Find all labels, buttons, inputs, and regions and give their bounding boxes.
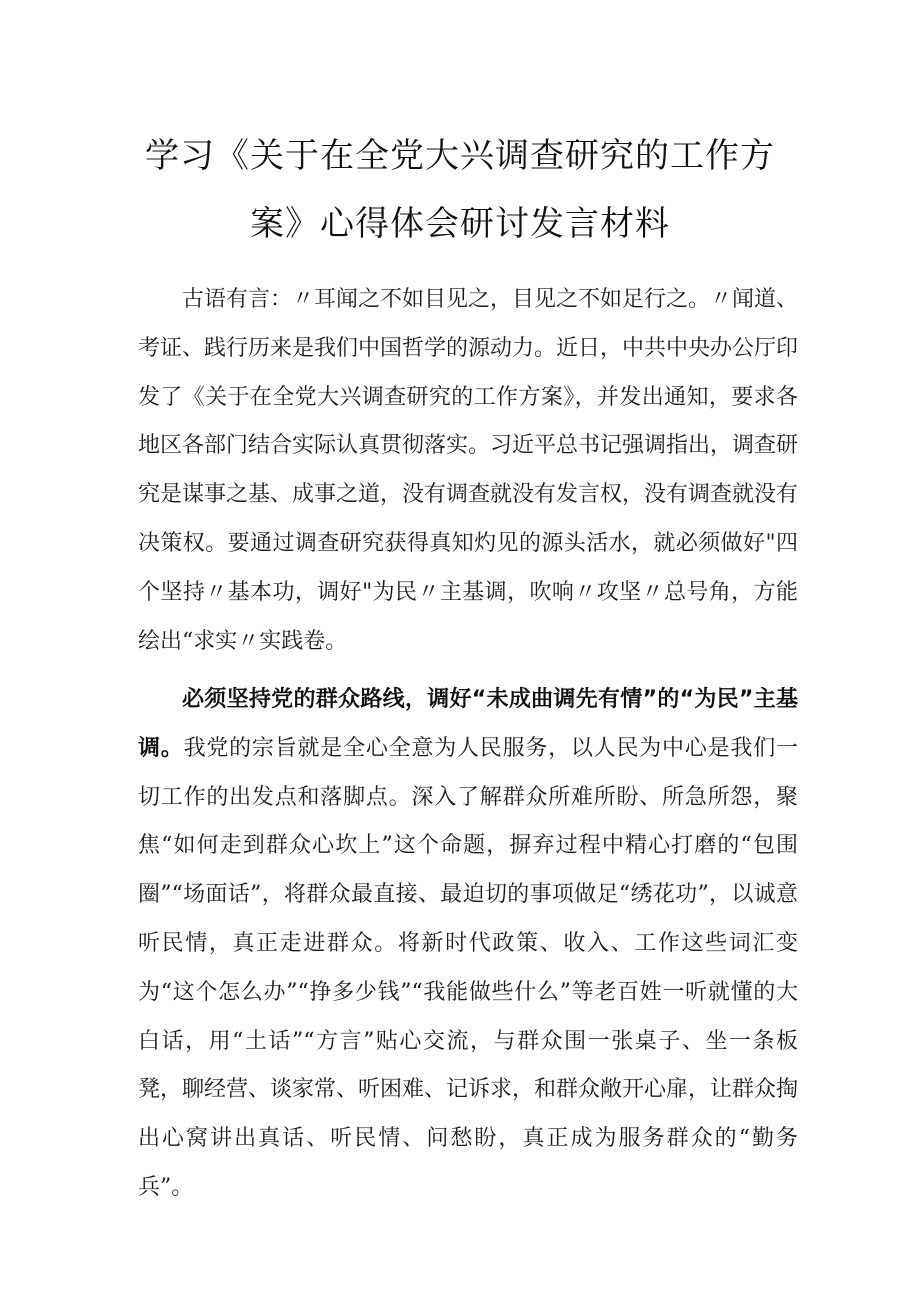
paragraph-mass-line-body: 我党的宗旨就是全心全意为人民服务，以人民为中心是我们一切工作的出发点和落脚点。深入了解群众所难所盼、所急所怨，聚焦“如何走到群众心坎上”这个命题，摒弃过程中精心打磨的“包围圈”“场面话”，将群众最直接、最迫切的事项做足“绣花功”，以诚意听民情，真正走进群众。将新时代政策、收入、工作这些词汇变为“这个怎么办”“挣多少钱”“我能做些什么”等老百姓一听就懂的大白话，用“土话”“方言”贴心交流，与群众围一张桌子、坐一条板凳，聊经营、谈家常、听困难、记诉求，和群众敞开心扉，让群众掏出心窝讲出真话、听民情、问愁盼，真正成为服务群众的“勤务兵”。 [138, 735, 799, 1200]
paragraph-mass-line-heading: 必须坚持党的群众路线，调好“未成曲调先有情”的“为民”主基调。 [138, 687, 798, 761]
document-title-line-1: 学习《关于在全党大兴调查研究的工作方 [145, 136, 775, 176]
document-title-line-2: 案》心得体会研讨发言材料 [250, 204, 670, 244]
paragraph-intro: 古语有言：〃耳闻之不如目见之，目见之不如足行之。〃闻道、考证、践行历来是我们中国哲学的源动力。近日，中共中央办公厅印发了《关于在全党大兴调查研究的工作方案》，并发出通知，要求各地区各部门结合实际认真贯彻落实。习近平总书记强调指出，调查研究是谋事之基、成事之道，没有调查就没有发言权，没有调查就没有决策权。要通过调查研究获得真知灼见的源头活水，就必须做好"四个坚持〃基本功，调好"为民〃主基调，吹响〃攻坚〃总号角，方能绘出“求实〃实践卷。 [138, 287, 799, 654]
paragraph-mass-line [138, 676, 798, 1213]
